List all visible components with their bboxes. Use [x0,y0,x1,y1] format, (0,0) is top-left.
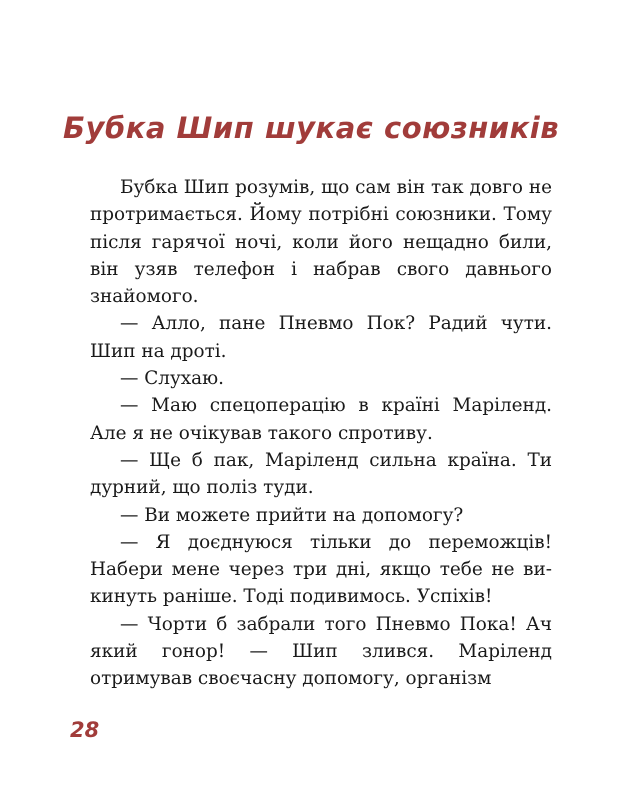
paragraph: — Я доєднуюся тільки до переможців! Набери мене через три дні, якщо тебе не викинуть раніше. Тоді подивимось. Успіхів! [90,531,552,608]
page-number: 28 [70,718,100,742]
paragraph: — Чорти б забрали того Пневмо Пока! Ач який гонор! — Шип злився. Маріленд отримував своєчасну допомогу, організм [90,613,552,690]
body-text [90,174,552,693]
paragraph: Бубка Шип розумів, що сам він так довго не протримається. Йому потрібні союзники. Тому після гарячої ночі, коли його нещадно били, він узяв телефон і набрав свого давнього знайомого. [90,177,552,308]
paragraph: — Ще б пак, Маріленд сильна країна. Ти дурний, що поліз туди. [90,449,552,499]
paragraph: — Слухаю. [120,368,225,390]
paragraph: — Ви можете прийти на допомогу? [120,504,464,526]
chapter-title: Бубка Шип шукає союзників [62,111,560,145]
paragraph: — Алло, пане Пневмо Пок? Радий чути. Шип на дроті. [90,313,552,362]
paragraph: — Маю спецоперацію в країні Маріленд. Але я не очікував такого спротиву. [90,395,552,444]
